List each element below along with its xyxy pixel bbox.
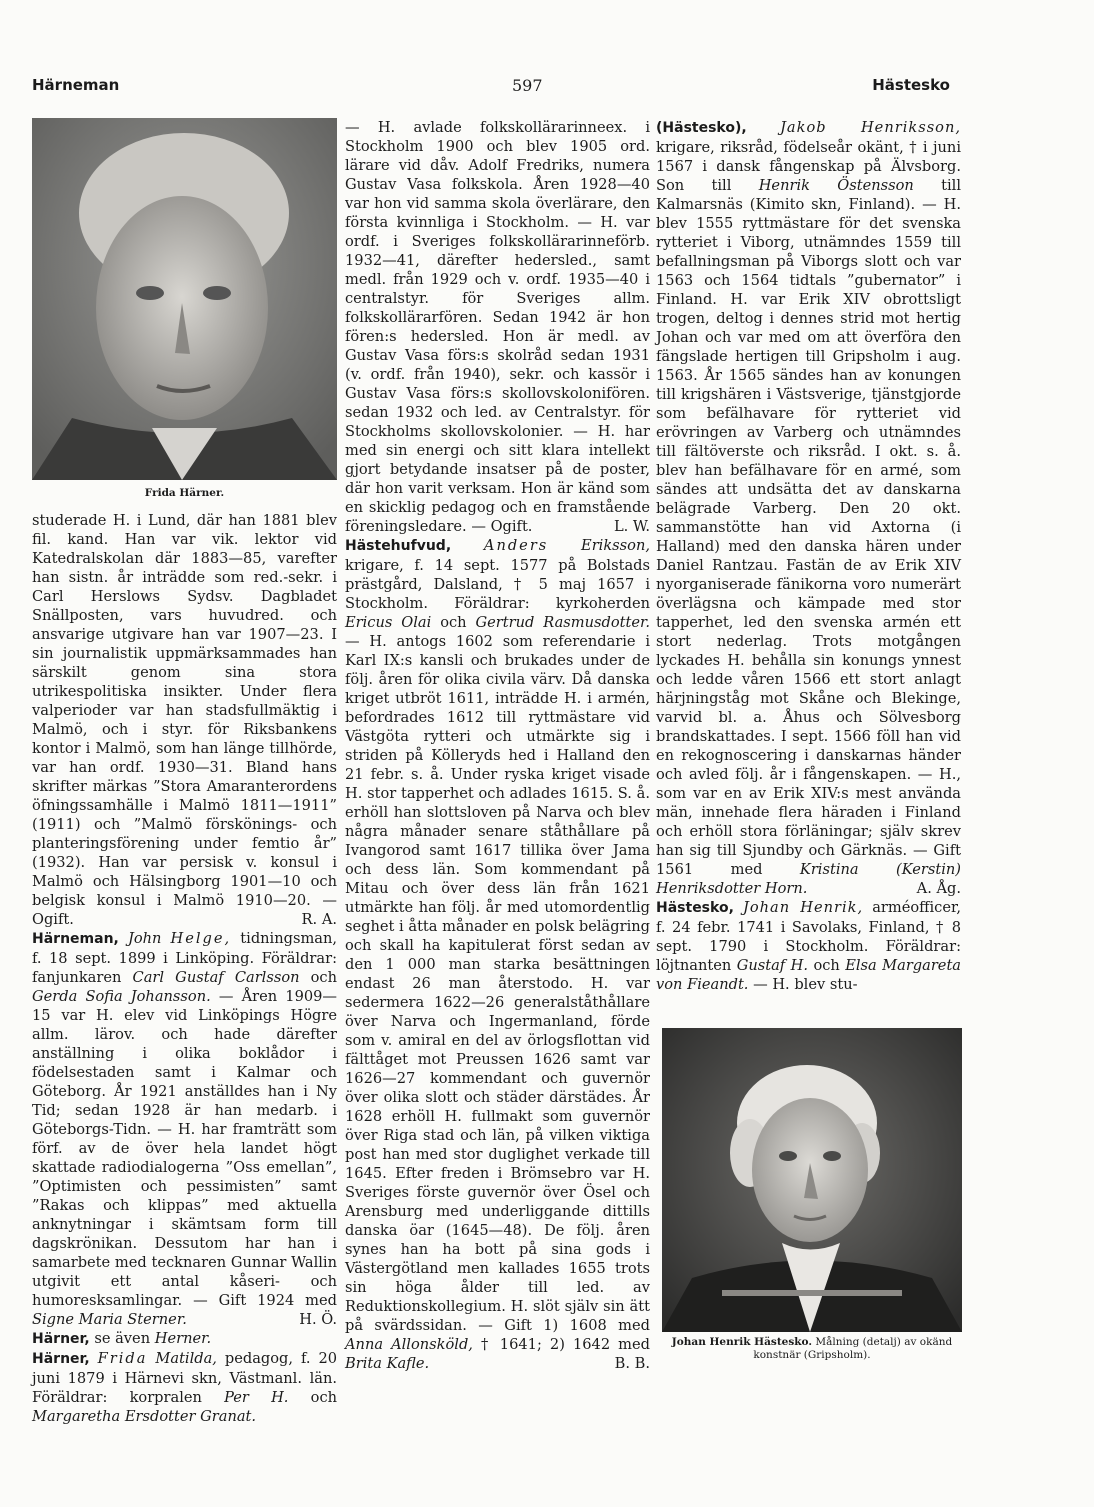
column-3	[656, 118, 961, 994]
entry-headword: Hästehufvud,	[345, 538, 452, 554]
portrait-frida-harner	[32, 118, 337, 480]
entry-harner-ref: Härner, se även Herner.	[32, 1330, 212, 1347]
portrait-caption-hastesko: Johan Henrik Hästesko. Målning (detalj) av okänd konstnär (Gripsholm).	[671, 1336, 953, 1361]
author-signature: H. Ö.	[299, 1311, 337, 1328]
author-signature: B. B.	[614, 1355, 650, 1372]
portrait-block-hastesko	[662, 1028, 962, 1362]
author-signature: A. Åg.	[916, 880, 961, 897]
header-left-keyword: Härneman	[32, 76, 120, 94]
paragraph: studerade H. i Lund, där han 1881 blev fil. kand. Han var vik. lektor vid Katedralskolan där 1883—85, varefter han sistn. år inträdde som red.-sekr. i Carl Herslows Sydsv. Dagbladet Snällposten, vars huvudred. och ansvarige utgivare han var 1907—23. I sin journalistik uppmärksammades han särskilt genom sina stora utrikespolitiska insikter. Under flera valperioder var han stadsfullmäktig i Malmö, och i styr. för Riksbankens kontor i Malmö, som han länge tillhörde, var han ordf. 1930—31. Bland hans skrifter märkas ”Stora Amaranterordens öfningssamhälle i Malmö 1811—1911” (1911) och ”Malmö förskönings- och planteringsförening under femtio år” (1932). Han var persisk v. konsul i Malmö och Hälsingborg 1901—10 och belgisk konsul i Malmö 1910—20. — Ogift. R. A.	[32, 512, 337, 928]
entry-harner-frida: Härner, Frida Matilda, pedagog, f. 20 juni 1879 i Härnevi skn, Västmanl. län. Föräldrar: korpralen Per H. och Margaretha Ersdotter Granat.	[32, 1350, 338, 1425]
paragraph: — H. avlade folkskollärarinneex. i Stockholm 1900 och blev 1905 ord. lärare vid dåv. Adolf Fredriks, numera Gustav Vasa folkskola. Åren 1928—40 var hon vid samma skola överlärare, den första kvinnliga i Stockholm. — H. var ordf. i Sveriges folkskollärarinneförb. 1932—41, därefter hedersled., samt medl. från 1929 och v. ordf. 1935—40 i centralstyr. för Sveriges allm. folkskollärarfören. Sedan 1942 är hon fören:s hedersled. Hon är medl. av Gustav Vasa förs:s skolråd sedan 1931 (v. ordf. från 1940), sekr. och kassör i Gustav Vasa förs:s skollovskolonifören. sedan 1932 och led. av Centralstyr. för Stockholms skollovskolonier. — H. har med sin energi och sitt klara intellekt gjort betydande insatser på de poster, där hon varit verksam. Hon är känd som en skicklig pedagog och en framstående föreningsledare. — Ogift. L. W.	[345, 119, 650, 535]
page-header	[32, 76, 950, 102]
entry-harneman-john-helge: Härneman, John Helge, tidningsman, f. 18 sept. 1899 i Linköping. Föräldrar: fanjunkaren Carl Gustaf Carlsson och Gerda Sofia Johansson. — Åren 1909—15 var H. elev vid Linköpings Högre allm. lärov. och hade därefter anställning i olika boklådor i födelsestaden samt i Kalmar och Göteborg. År 1921 anställdes han i Ny Tid; sedan 1928 är han medarb. i Göteborgs-Tidn. — H. har framträtt som förf. av de över hela landet högt skattade radiodialogerna ”Oss emellan”, ”Optimisten och pessimisten” samt ”Rakas och klippas” med aktuella anknytningar i skämtsam form till dagskrönikan. Dessutom har han i samarbete med tecknaren Gunnar Wallin utgivit ett antal kåseri- och humoresksamlingar. — Gift 1924 med Signe Maria Sterner. H. Ö.	[32, 930, 338, 1328]
entry-headword: (Hästesko),	[656, 120, 747, 136]
author-signature: R. A.	[301, 911, 337, 928]
column-1	[32, 118, 337, 1426]
column-2	[345, 118, 650, 1373]
entry-headword: Härner,	[32, 1351, 90, 1367]
entry-hastesko-jakob: (Hästesko), Jakob Henriksson, krigare, riksråd, födelseår okänt, † i juni 1567 i dansk fångenskap på Älvsborg. Son till Henrik Östensson till Kalmarsnäs (Kimito skn, Finland). — H. blev 1555 ryttmästare för det svenska rytteriet i Viborg, utnämndes 1559 till befallningsman på Viborgs slott och var 1563 och 1564 tidtals ”gubernator” i Finland. H. var Erik XIV obrottsligt trogen, deltog i dennes strid mot hertig Johan och var med om att överföra den fängslade hertigen till Gripsholm i aug. 1563. År 1565 sändes han av konungen till krigshären i Västsverige, tjänstgjorde som befälhavare för rytteriet vid erövringen av Varberg och utnämndes till fältöverste och riksråd. I okt. s. å. blev han befälhavare för en armé, som sändes att undsätta det av danskarna belägrade Varberg. Den 20 okt. sammanstötte han vid Axtorna (i Halland) med den danska hären under Daniel Rantzau. Fastän de av Erik XIV nyorganiserade fänikorna voro numerärt överlägsna och kämpade med stor tapperhet, led den svenska armén ett stort nederlag. Trots motgången lyckades H. behålla sin konungs ynnest och ledde våren 1566 ett stort anlagt härjningståg mot Skåne och Blekinge, varvid bl. a. Åhus och Sölvesborg brandskattades. I sept. 1566 föll han vid en rekognoscering i danskarnas händer och avled följ. år i fångenskapen. — H., som var en av Erik XIV:s mest använda män, innehade flera häraden i Finland och erhöll stora förläningar; själv skrev han sig till Sjundby och Gärknäs. — Gift 1561 med Kristina (Kerstin) Henriksdotter Horn. A. Åg.	[656, 119, 962, 897]
entry-headword: Hästesko,	[656, 900, 734, 916]
entry-hastesko-johan: Hästesko, Johan Henrik, arméofficer, f. 24 febr. 1741 i Savolaks, Finland, † 8 sept. 1790 i Stockholm. Föräldrar: löjtnanten Gustaf H. och Elsa Margareta von Fieandt. — H. blev stu-	[656, 899, 962, 993]
entry-headword: Härneman,	[32, 931, 119, 947]
portrait-caption: Frida Härner.	[144, 487, 225, 499]
entry-hastehufvud: Hästehufvud, Anders Eriksson, krigare, f. 14 sept. 1577 på Bolstads prästgård, Dalsland, † 5 maj 1657 i Stockholm. Föräldrar: kyrkoherden Ericus Olai och Gertrud Rasmusdotter. — H. antogs 1602 som referendarie i Karl IX:s kansli och brukades under de följ. åren för olika civila värv. Då danska kriget utbröt 1611, inträdde H. i armén, befordrades 1612 till ryttmästare vid Västgöta rytteri och utmärkte sig i striden på Kölleryds hed i Halland den 21 febr. s. å. Under ryska kriget visade H. stor tapperhet och adlades 1615. S. å. erhöll han slottsloven på Narva och blev några månader senare ståthållare på Ivangorod samt 1617 tillika över Jama och dess län. Som kommendant på Mitau och över dess län från 1621 utmärkte han följ. år med utomordentlig seghet i åtta månader en polsk belägring och skall ha kapitulerat först sedan av den 1 000 man starka besättningen endast 26 man återstodo. H. var sedermera 1622—26 generalståthållare över Narva och Ingermanland, förde som v. amiral en del av örlogsflottan vid fälttåget mot Preussen 1626 samt var 1626—27 kommendant och guvernör över olika slott och städer därstädes. År 1628 erhöll H. fullmakt som guvernör över Riga stad och län, på vilken viktiga post han med stor duglighet verkade till 1645. Efter freden i Brömsebro var H. Sveriges förste guvernör över Ösel och Arensburg med underliggande dittills danska öar (1645—48). De följ. åren synes han ha bott på sina gods i Västergötland men kallades 1655 trots sin höga ålder till led. av Reduktionskollegium. H. slöt själv sin ätt på svärdssidan. — Gift 1) 1608 med Anna Allonsköld, † 1641; 2) 1642 med Brita Kafle. B. B.	[345, 537, 650, 1372]
author-signature: L. W.	[613, 518, 650, 535]
page-number: 597	[512, 76, 543, 95]
entry-headword: Härner,	[32, 1331, 90, 1347]
header-right-keyword: Hästesko	[872, 76, 950, 94]
portrait-johan-henrik-hastesko	[662, 1028, 962, 1332]
